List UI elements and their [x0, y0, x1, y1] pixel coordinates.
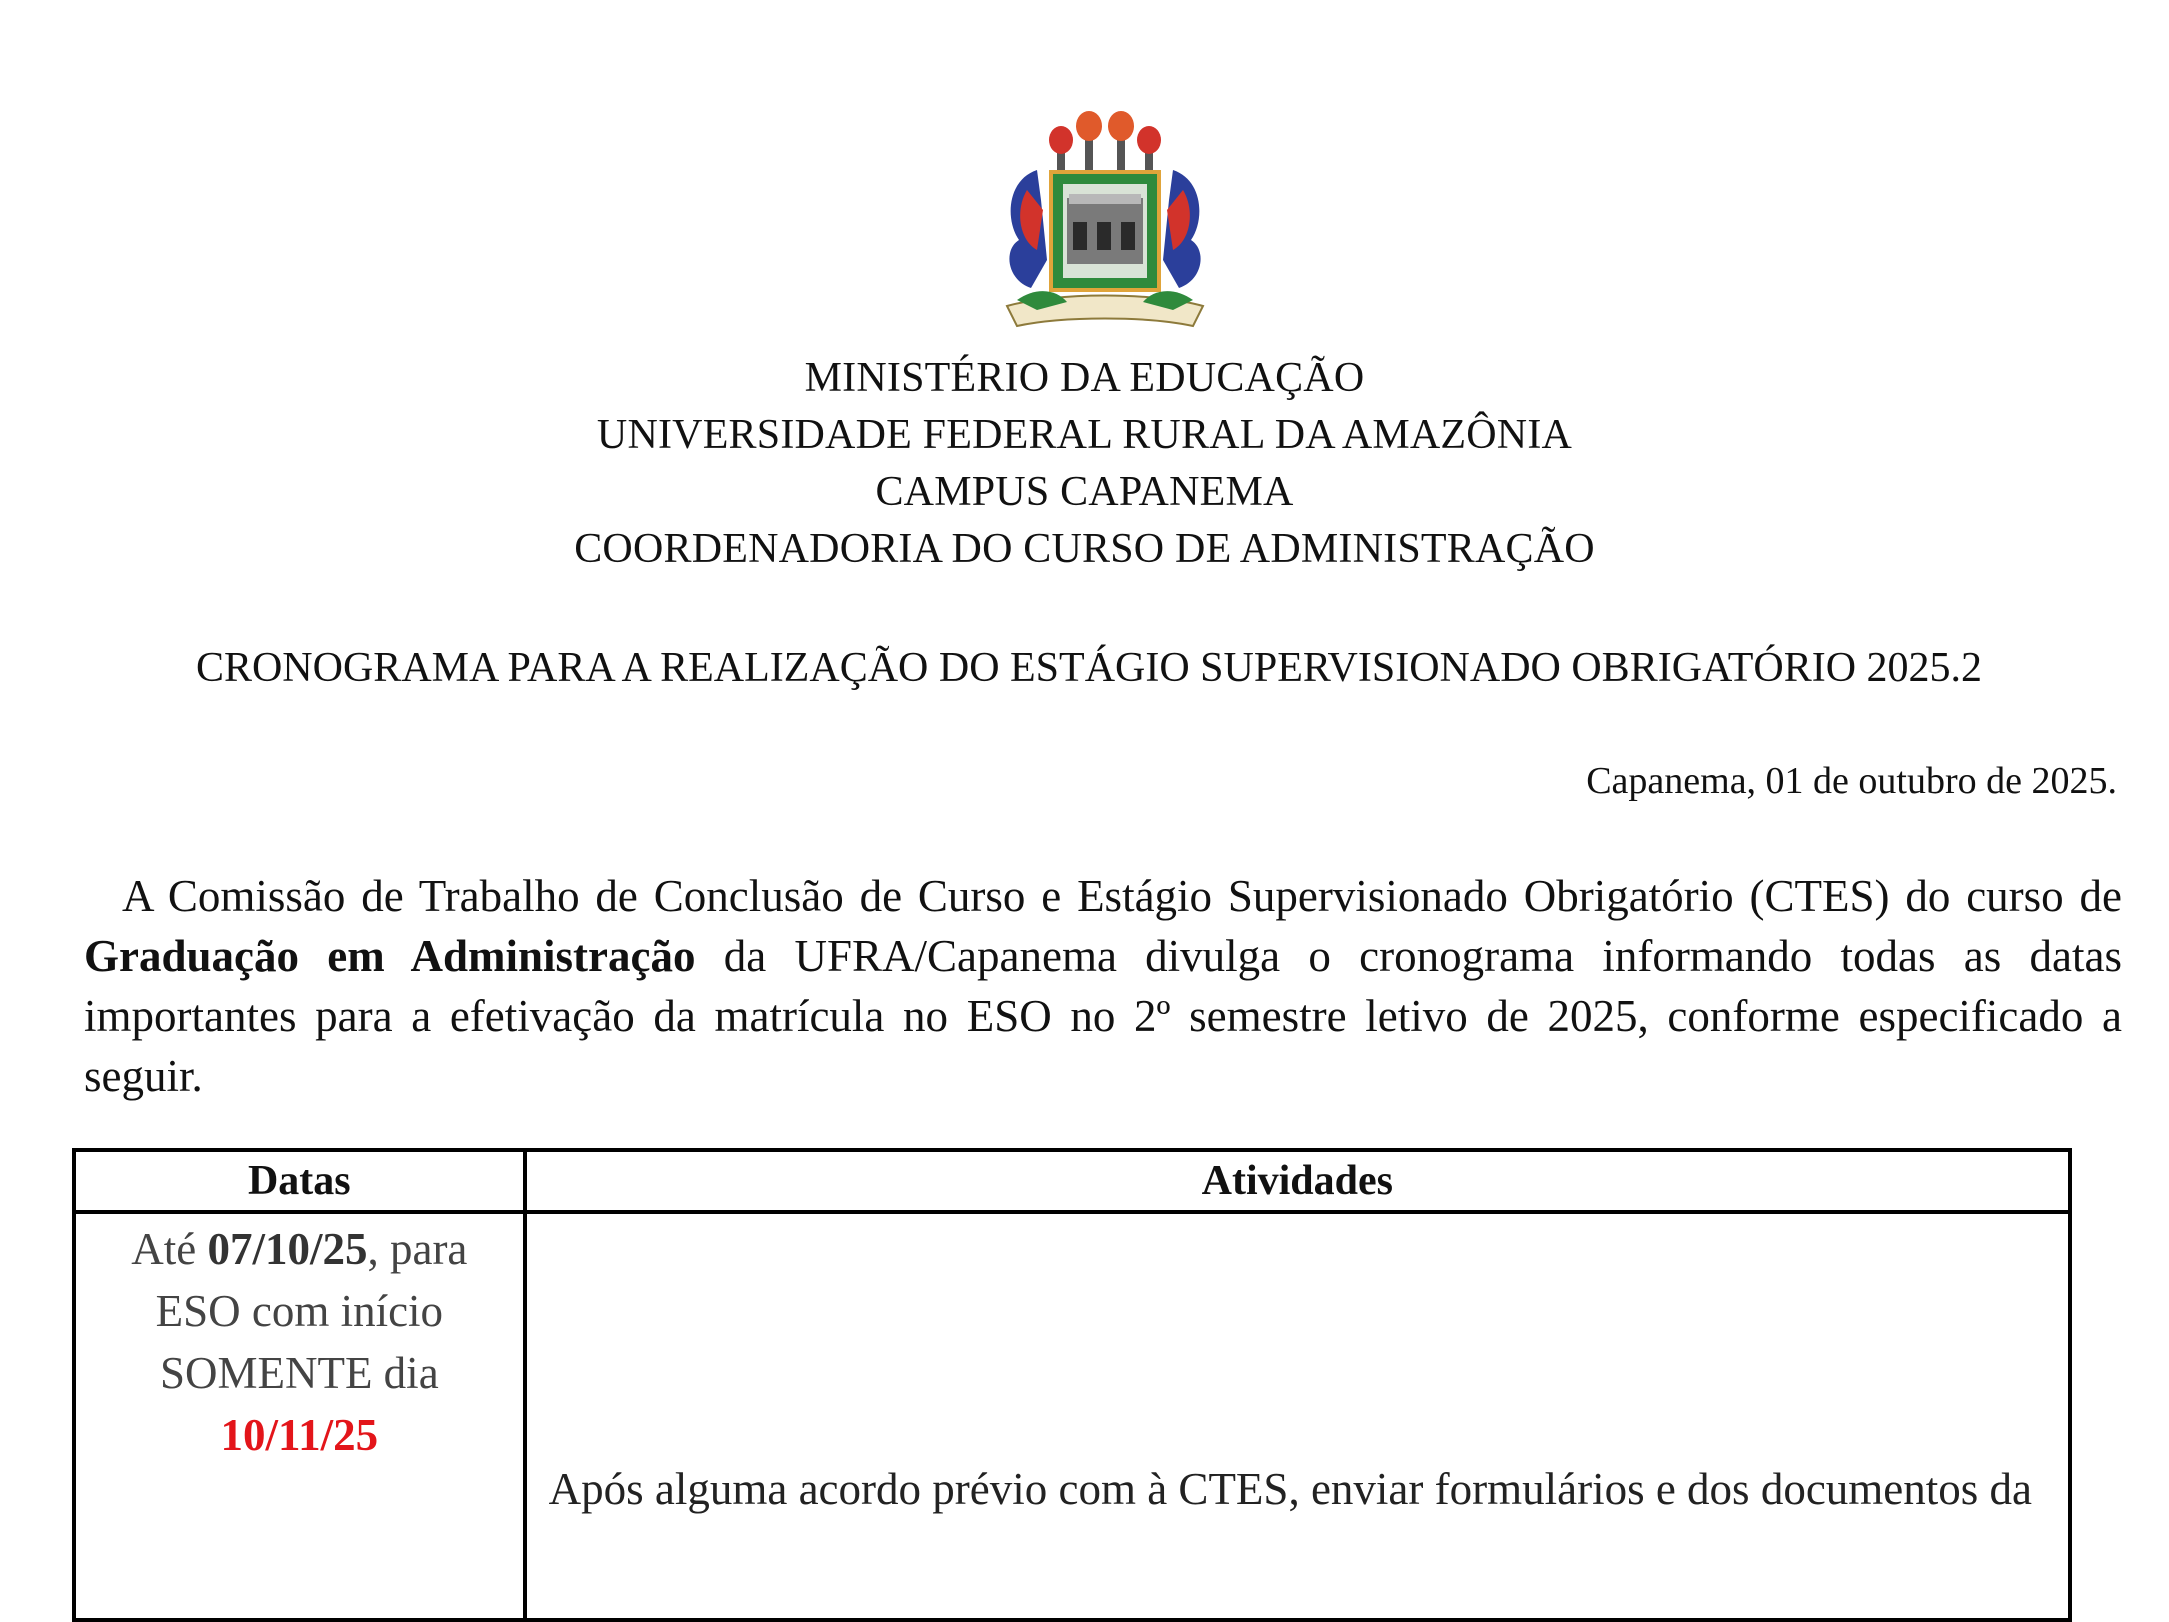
column-header-dates: Datas [74, 1150, 525, 1212]
intro-text-2: da UFRA/Capanema divulga o cronograma informando todas as datas importantes para a efetivação da matrícula no ESO no 2º semestre letivo de 2025, conforme especificado a seguir. [84, 931, 2122, 1101]
header-ministry: MINISTÉRIO DA EDUCAÇÃO [804, 355, 1365, 401]
header-campus: CAMPUS CAPANEMA [875, 469, 1294, 515]
header-coordination: COORDENADORIA DO CURSO DE ADMINISTRAÇÃO [574, 526, 1595, 572]
column-header-activities: Atividades [525, 1150, 2070, 1212]
schedule-table [72, 1148, 2072, 1622]
dates-prefix: Até [131, 1224, 208, 1274]
date-line: Capanema, 01 de outubro de 2025. [1586, 760, 2117, 802]
dates-line-1 [76, 1218, 523, 1280]
document-title: CRONOGRAMA PARA A REALIZAÇÃO DO ESTÁGIO SUPERVISIONADO OBRIGATÓRIO 2025.2 [195, 645, 1983, 691]
torch-group [1049, 111, 1161, 178]
start-date-highlight: 10/11/25 [220, 1410, 379, 1460]
intro-course-name: Graduação em Administração [84, 931, 696, 981]
header-university: UNIVERSIDADE FEDERAL RURAL DA AMAZÔNIA [596, 412, 1573, 458]
university-crest-icon [997, 110, 1213, 336]
activities-cell [525, 1212, 2070, 1620]
intro-paragraph [84, 866, 2122, 1106]
dates-cell [74, 1212, 525, 1620]
dates-suffix: , para [367, 1224, 468, 1274]
dates-line-3: SOMENTE dia [159, 1348, 439, 1398]
table-header-row [74, 1150, 2070, 1212]
activity-text: Após alguma acordo prévio com à CTES, enviar formulários e dos documentos da [548, 1464, 2032, 1514]
table-row [74, 1212, 2070, 1620]
intro-text-1: A Comissão de Trabalho de Conclusão de Curso e Estágio Supervisionado Obrigatório (CTES) do curso de [122, 871, 2122, 921]
deadline-date: 07/10/25 [207, 1224, 368, 1274]
dates-line-2: ESO com início [155, 1286, 444, 1336]
